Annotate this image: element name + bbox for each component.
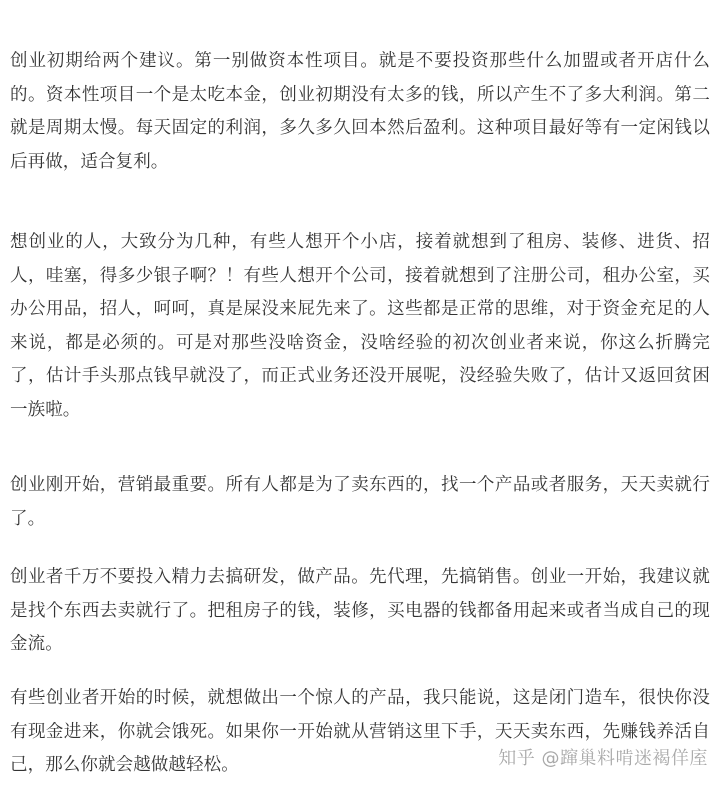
paragraph-marketing-first: 创业刚开始，营销最重要。所有人都是为了卖东西的，找一个产品或者服务，天天卖就行了。	[10, 475, 710, 529]
paragraph-startup-types: 想创业的人，大致分为几种，有些人想开个小店，接着就想到了租房、装修、进货、招人，哇塞，得多少银子啊？！有些人想开个公司，接着就想到了注册公司，租办公室，买办公用品，招人，呵呵，真是屎没来屁先来了。这些都是正常的思维，对于资金充足的人来说，都是必须的。可是对那些没啥资金，没啥经验的初次创业者来说，你这么折腾完了，估计手头那点钱早就没了，而正式业务还没开展呢，没经验失败了，估计又返回贫困一族啦。	[10, 232, 710, 420]
paragraph-capital-projects: 创业初期给两个建议。第一别做资本性项目。就是不要投资那些什么加盟或者开店什么的。资本性项目一个是太吃本金，创业初期没有太多的钱，所以产生不了多大利润。第二就是周期太慢。每天固定的利润，多久多久回本然后盈利。这种项目最好等有一定闲钱以后再做，适合复利。	[10, 51, 710, 172]
paragraph-cash-flow: 有些创业者开始的时候，就想做出一个惊人的产品，我只能说，这是闭门造车，很快你没有现金进来，你就会饿死。如果你一开始就从营销这里下手，天天卖东西，先赚钱养活自己，那么你就会越做越轻松。	[10, 688, 710, 775]
zhihu-watermark: 知乎 @蹿巢料啃迷褐佯庢	[498, 748, 708, 769]
paragraph-sell-first: 创业者千万不要投入精力去搞研发，做产品。先代理，先搞销售。创业一开始，我建议就是找个东西去卖就行了。把租房子的钱，装修，买电器的钱都备用起来或者当成自己的现金流。	[10, 567, 710, 654]
